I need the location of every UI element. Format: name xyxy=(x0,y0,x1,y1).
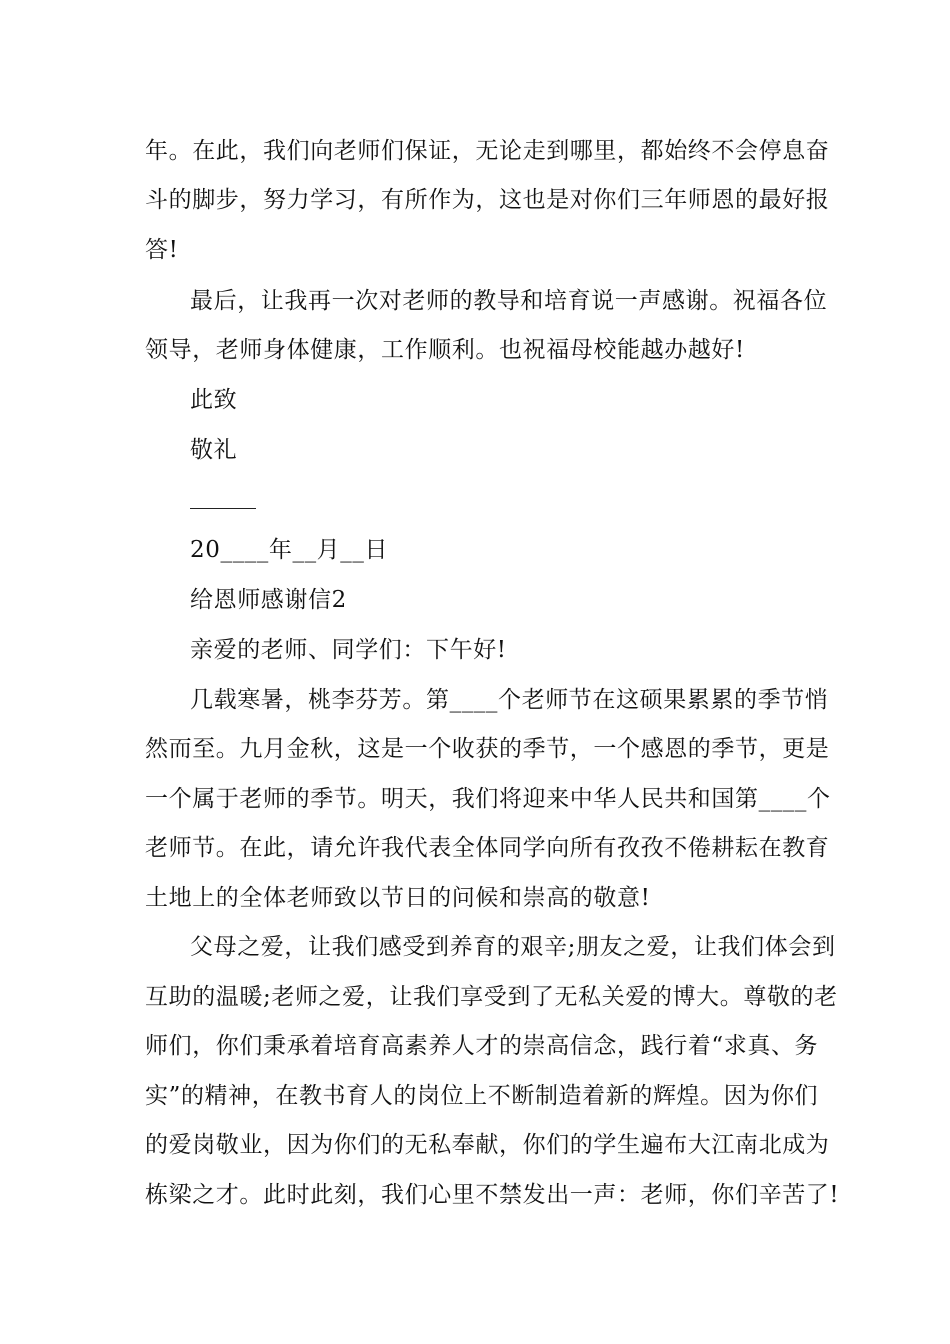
text-line: 斗的脚步，努力学习，有所作为，这也是对你们三年师恩的最好报 xyxy=(145,187,830,213)
text-line: 师们，你们秉承着培育高素养人才的崇高信念，践行着“求真、务 xyxy=(145,1033,819,1059)
text-line: 土地上的全体老师致以节日的问候和崇高的敬意! xyxy=(145,885,651,911)
closing-regards: 敬礼 xyxy=(190,437,238,463)
greeting: 亲爱的老师、同学们：下午好! xyxy=(190,637,507,663)
text-line: 一个属于老师的季节。明天，我们将迎来中华人民共和国第____个 xyxy=(145,786,831,812)
text-line: 互助的温暖;老师之爱，让我们享受到了无私关爱的博大。尊敬的老 xyxy=(145,984,838,1010)
text-line: 的爱岗敬业，因为你们的无私奉献，你们的学生遍布大江南北成为 xyxy=(145,1132,830,1158)
signature-line xyxy=(190,508,256,509)
date-line: 20____年__月__日 xyxy=(190,537,389,563)
text-line: 栋梁之才。此时此刻，我们心里不禁发出一声：老师，你们辛苦了! xyxy=(145,1182,840,1208)
text-line: 父母之爱，让我们感受到养育的艰辛;朋友之爱，让我们体会到 xyxy=(190,934,836,960)
text-line: 实”的精神，在教书育人的岗位上不断制造着新的辉煌。因为你们 xyxy=(145,1083,819,1109)
text-line: 领导，老师身体健康，工作顺利。也祝福母校能越办越好! xyxy=(145,337,745,363)
text-line: 年。在此，我们向老师们保证，无论走到哪里，都始终不会停息奋 xyxy=(145,138,830,164)
text-line: 答! xyxy=(145,237,179,263)
text-line: 几载寒暑，桃李芬芳。第____个老师节在这硕果累累的季节悄 xyxy=(190,687,829,713)
section-title: 给恩师感谢信2 xyxy=(190,587,347,613)
closing-salutation: 此致 xyxy=(190,387,238,413)
text-line: 老师节。在此，请允许我代表全体同学向所有孜孜不倦耕耘在教育 xyxy=(145,835,830,861)
text-line: 最后，让我再一次对老师的教导和培育说一声感谢。祝福各位 xyxy=(190,288,828,314)
text-line: 然而至。九月金秋，这是一个收获的季节，一个感恩的季节，更是 xyxy=(145,736,830,762)
